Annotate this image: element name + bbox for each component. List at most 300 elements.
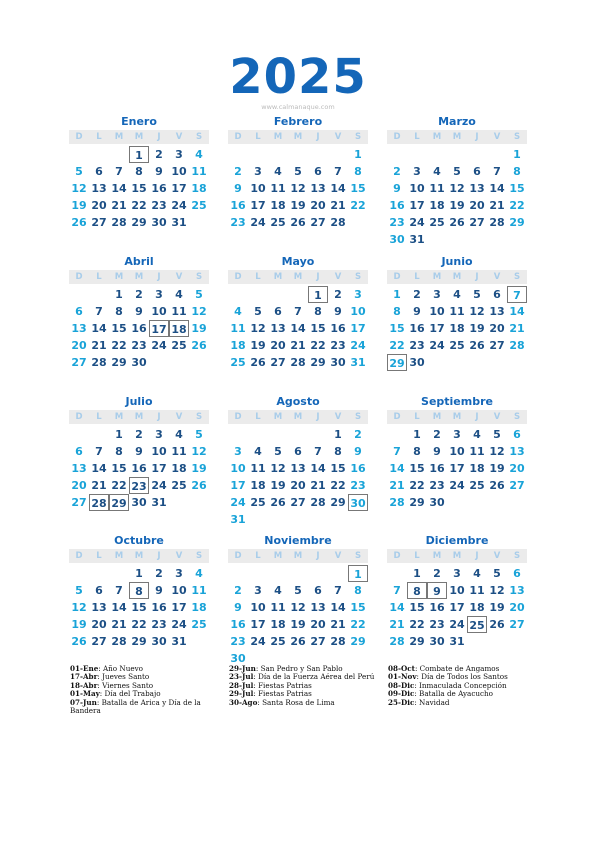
weekday-label: J: [475, 412, 479, 422]
day-cell: 4: [274, 165, 282, 178]
day-cell: 14: [509, 305, 525, 318]
holiday-day: 8: [407, 582, 427, 599]
month-days: [387, 286, 527, 388]
day-cell: 12: [71, 601, 87, 614]
day-cell: 10: [429, 305, 445, 318]
day-cell: 21: [389, 618, 405, 631]
weekday-label: L: [96, 551, 102, 561]
day-cell: 20: [270, 339, 286, 352]
day-cell: 29: [330, 496, 346, 509]
day-cell: 16: [389, 199, 405, 212]
weekday-label: M: [293, 551, 303, 561]
month-days: [387, 146, 527, 248]
day-cell: 12: [290, 601, 306, 614]
weekday-label: J: [475, 272, 479, 282]
holiday-date: 08-Dic: [388, 680, 415, 690]
day-cell: 28: [330, 216, 346, 229]
day-cell: 27: [489, 339, 505, 352]
day-cell: 21: [290, 339, 306, 352]
day-cell: 17: [429, 322, 445, 335]
weekday-label: V: [493, 412, 501, 422]
day-cell: 30: [409, 356, 425, 369]
weekday-label: M: [452, 272, 462, 282]
holiday-note: 17-Abr: Jueves Santo: [70, 672, 150, 682]
day-cell: 24: [250, 216, 266, 229]
day-cell: 19: [71, 618, 87, 631]
day-cell: 24: [409, 216, 425, 229]
day-cell: 3: [453, 428, 461, 441]
day-cell: 15: [350, 182, 366, 195]
day-cell: 13: [310, 601, 326, 614]
weekday-label: L: [414, 551, 420, 561]
day-cell: 22: [389, 339, 405, 352]
holiday-day: 18: [169, 320, 189, 337]
holiday-text: Día de la Fuerza Aérea del Perú: [258, 672, 375, 682]
day-cell: 3: [175, 148, 183, 161]
weekday-label: M: [293, 412, 303, 422]
day-cell: 2: [413, 288, 421, 301]
day-cell: 2: [135, 288, 143, 301]
day-cell: 18: [270, 618, 286, 631]
holiday-date: 01-May: [70, 689, 100, 699]
day-cell: 8: [135, 165, 143, 178]
day-cell: 23: [389, 216, 405, 229]
day-cell: 31: [350, 356, 366, 369]
day-cell: 25: [171, 339, 187, 352]
day-cell: 16: [409, 322, 425, 335]
day-cell: 17: [449, 601, 465, 614]
day-cell: 8: [354, 584, 362, 597]
weekday-label: J: [316, 551, 320, 561]
day-cell: 29: [111, 356, 127, 369]
holiday-text: Navidad: [419, 697, 450, 707]
day-cell: 12: [71, 182, 87, 195]
day-cell: 8: [314, 305, 322, 318]
day-cell: 12: [449, 182, 465, 195]
day-cell: 1: [115, 288, 123, 301]
month-days: [69, 565, 209, 667]
day-cell: 6: [75, 445, 83, 458]
day-cell: 13: [91, 182, 107, 195]
day-cell: 5: [473, 288, 481, 301]
day-cell: 28: [111, 216, 127, 229]
day-cell: 12: [250, 322, 266, 335]
day-cell: 19: [71, 199, 87, 212]
holiday-note: 09-Dic: Batalla de Ayacucho: [388, 689, 493, 699]
weekday-label: J: [157, 132, 161, 142]
day-cell: 14: [330, 182, 346, 195]
weekday-header: [387, 130, 527, 144]
weekday-label: M: [432, 132, 442, 142]
weekday-label: D: [393, 132, 401, 142]
holiday-date: 18-Abr: [70, 680, 98, 690]
day-cell: 22: [409, 618, 425, 631]
day-cell: 8: [393, 305, 401, 318]
day-cell: 17: [409, 199, 425, 212]
day-cell: 2: [155, 567, 163, 580]
day-cell: 18: [270, 199, 286, 212]
weekday-label: M: [114, 272, 124, 282]
day-cell: 27: [270, 356, 286, 369]
day-cell: 9: [135, 305, 143, 318]
weekday-label: J: [475, 132, 479, 142]
day-cell: 19: [449, 199, 465, 212]
weekday-label: L: [96, 412, 102, 422]
holiday-text: Fiestas Patrias: [258, 689, 312, 699]
day-cell: 16: [230, 618, 246, 631]
day-cell: 24: [151, 339, 167, 352]
day-cell: 6: [95, 165, 103, 178]
day-cell: 14: [389, 462, 405, 475]
holiday-day: 8: [129, 582, 149, 599]
day-cell: 20: [71, 339, 87, 352]
day-cell: 3: [175, 567, 183, 580]
day-cell: 22: [509, 199, 525, 212]
month-julio: [69, 395, 209, 528]
weekday-label: L: [414, 272, 420, 282]
day-cell: 2: [393, 165, 401, 178]
day-cell: 24: [230, 496, 246, 509]
weekday-label: L: [414, 412, 420, 422]
weekday-label: J: [316, 132, 320, 142]
weekday-label: J: [157, 551, 161, 561]
weekday-label: L: [414, 132, 420, 142]
day-cell: 27: [71, 356, 87, 369]
month-name: Marzo: [438, 115, 476, 128]
day-cell: 27: [91, 635, 107, 648]
day-cell: 7: [393, 584, 401, 597]
holiday-date: 25-Dic: [388, 697, 415, 707]
weekday-header: [69, 270, 209, 284]
day-cell: 23: [409, 339, 425, 352]
holiday-text: San Pedro y San Pablo: [260, 664, 343, 673]
day-cell: 7: [334, 584, 342, 597]
weekday-label: D: [75, 272, 83, 282]
day-cell: 13: [469, 182, 485, 195]
holiday-text: Batalla de Ayacucho: [419, 689, 493, 699]
day-cell: 14: [91, 322, 107, 335]
day-cell: 27: [469, 216, 485, 229]
day-cell: 27: [71, 496, 87, 509]
weekday-label: V: [175, 132, 183, 142]
day-cell: 24: [151, 479, 167, 492]
day-cell: 25: [171, 479, 187, 492]
weekday-label: L: [255, 132, 261, 142]
weekday-label: V: [334, 412, 342, 422]
month-name: Febrero: [273, 115, 323, 128]
day-cell: 4: [433, 165, 441, 178]
day-cell: 2: [433, 567, 441, 580]
day-cell: 18: [230, 339, 246, 352]
day-cell: 7: [95, 445, 103, 458]
day-cell: 13: [509, 584, 525, 597]
day-cell: 10: [250, 182, 266, 195]
weekday-header: [387, 270, 527, 284]
day-cell: 31: [449, 635, 465, 648]
day-cell: 15: [509, 182, 525, 195]
day-cell: 19: [250, 339, 266, 352]
day-cell: 21: [389, 479, 405, 492]
month-octubre: [69, 534, 209, 667]
day-cell: 16: [429, 601, 445, 614]
weekday-label: M: [134, 272, 144, 282]
day-cell: 23: [230, 216, 246, 229]
day-cell: 12: [469, 305, 485, 318]
day-cell: 7: [95, 305, 103, 318]
weekday-header: [69, 410, 209, 424]
day-cell: 25: [429, 216, 445, 229]
weekday-label: D: [75, 551, 83, 561]
day-cell: 18: [191, 182, 207, 195]
holiday-day: 9: [427, 582, 447, 599]
holiday-date: 17-Abr: [70, 672, 98, 682]
day-cell: 5: [75, 584, 83, 597]
day-cell: 27: [310, 635, 326, 648]
day-cell: 26: [270, 496, 286, 509]
day-cell: 11: [230, 322, 246, 335]
weekday-label: V: [175, 412, 183, 422]
day-cell: 22: [111, 479, 127, 492]
day-cell: 9: [155, 584, 163, 597]
day-cell: 17: [250, 199, 266, 212]
day-cell: 5: [195, 288, 203, 301]
day-cell: 15: [111, 322, 127, 335]
day-cell: 25: [250, 496, 266, 509]
day-cell: 24: [449, 479, 465, 492]
day-cell: 24: [250, 635, 266, 648]
day-cell: 1: [393, 288, 401, 301]
weekday-label: J: [475, 551, 479, 561]
holiday-notes-col-1: [70, 665, 228, 715]
weekday-label: S: [354, 272, 362, 282]
day-cell: 31: [230, 513, 246, 526]
weekday-label: M: [293, 132, 303, 142]
day-cell: 2: [433, 428, 441, 441]
weekday-label: S: [513, 412, 521, 422]
day-cell: 30: [151, 216, 167, 229]
day-cell: 10: [151, 305, 167, 318]
holiday-text: Día de Todos los Santos: [421, 672, 508, 682]
day-cell: 2: [334, 288, 342, 301]
holiday-date: 08-Oct: [388, 664, 415, 673]
day-cell: 28: [290, 356, 306, 369]
day-cell: 20: [489, 322, 505, 335]
weekday-label: S: [513, 132, 521, 142]
day-cell: 30: [230, 652, 246, 665]
website-watermark: www.calmanaque.com: [261, 103, 335, 111]
day-cell: 13: [290, 462, 306, 475]
day-cell: 7: [115, 584, 123, 597]
weekday-label: J: [157, 412, 161, 422]
day-cell: 9: [413, 305, 421, 318]
day-cell: 8: [413, 445, 421, 458]
day-cell: 25: [449, 339, 465, 352]
holiday-day: 7: [507, 286, 527, 303]
day-cell: 21: [330, 199, 346, 212]
day-cell: 15: [131, 601, 147, 614]
day-cell: 6: [294, 445, 302, 458]
day-cell: 3: [433, 288, 441, 301]
day-cell: 6: [473, 165, 481, 178]
day-cell: 23: [429, 479, 445, 492]
month-days: [228, 565, 368, 667]
day-cell: 19: [489, 601, 505, 614]
day-cell: 21: [489, 199, 505, 212]
day-cell: 12: [290, 182, 306, 195]
day-cell: 11: [250, 462, 266, 475]
holiday-day: 25: [467, 616, 487, 633]
day-cell: 11: [429, 182, 445, 195]
month-name: Septiembre: [421, 395, 493, 408]
holiday-day: 1: [129, 146, 149, 163]
month-days: [69, 146, 209, 248]
day-cell: 26: [191, 479, 207, 492]
holiday-note: 28-Jul: Fiestas Patrias: [229, 680, 312, 690]
weekday-header: [387, 410, 527, 424]
weekday-label: M: [452, 551, 462, 561]
day-cell: 10: [449, 584, 465, 597]
holiday-date: 23-Jul: [229, 672, 254, 682]
day-cell: 11: [449, 305, 465, 318]
day-cell: 6: [493, 288, 501, 301]
day-cell: 14: [330, 601, 346, 614]
day-cell: 30: [429, 635, 445, 648]
day-cell: 12: [191, 445, 207, 458]
day-cell: 11: [469, 584, 485, 597]
day-cell: 10: [151, 445, 167, 458]
day-cell: 1: [413, 428, 421, 441]
day-cell: 18: [191, 601, 207, 614]
day-cell: 6: [314, 584, 322, 597]
month-septiembre: [387, 395, 527, 528]
day-cell: 24: [171, 618, 187, 631]
day-cell: 4: [453, 288, 461, 301]
month-agosto: [228, 395, 368, 528]
holiday-date: 30-Ago: [229, 697, 258, 707]
month-name: Octubre: [114, 534, 164, 547]
day-cell: 4: [175, 428, 183, 441]
day-cell: 17: [171, 182, 187, 195]
day-cell: 28: [389, 496, 405, 509]
month-mayo: [228, 255, 368, 388]
day-cell: 2: [234, 584, 242, 597]
day-cell: 28: [111, 635, 127, 648]
weekday-header: [387, 549, 527, 563]
holiday-date: 01-Nov: [388, 672, 417, 682]
day-cell: 9: [433, 445, 441, 458]
day-cell: 22: [350, 618, 366, 631]
month-name: Enero: [121, 115, 157, 128]
day-cell: 31: [171, 635, 187, 648]
day-cell: 25: [191, 618, 207, 631]
day-cell: 26: [71, 216, 87, 229]
day-cell: 22: [111, 339, 127, 352]
day-cell: 8: [115, 445, 123, 458]
day-cell: 4: [254, 445, 262, 458]
day-cell: 8: [334, 445, 342, 458]
month-days: [228, 146, 368, 248]
day-cell: 21: [509, 322, 525, 335]
weekday-label: V: [334, 132, 342, 142]
weekday-label: M: [273, 551, 283, 561]
day-cell: 13: [270, 322, 286, 335]
day-cell: 10: [171, 584, 187, 597]
day-cell: 8: [354, 165, 362, 178]
day-cell: 27: [509, 479, 525, 492]
day-cell: 7: [314, 445, 322, 458]
day-cell: 25: [469, 479, 485, 492]
weekday-label: M: [432, 272, 442, 282]
day-cell: 26: [489, 618, 505, 631]
day-cell: 11: [469, 445, 485, 458]
weekday-label: S: [354, 412, 362, 422]
weekday-label: V: [493, 272, 501, 282]
weekday-header: [228, 549, 368, 563]
day-cell: 27: [290, 496, 306, 509]
weekday-label: S: [513, 551, 521, 561]
day-cell: 25: [270, 635, 286, 648]
day-cell: 5: [493, 567, 501, 580]
day-cell: 20: [91, 618, 107, 631]
day-cell: 23: [330, 339, 346, 352]
day-cell: 29: [131, 216, 147, 229]
day-cell: 12: [489, 584, 505, 597]
day-cell: 9: [334, 305, 342, 318]
day-cell: 5: [294, 584, 302, 597]
day-cell: 7: [493, 165, 501, 178]
day-cell: 5: [254, 305, 262, 318]
day-cell: 26: [250, 356, 266, 369]
day-cell: 29: [409, 635, 425, 648]
month-enero: [69, 115, 209, 248]
weekday-label: D: [75, 132, 83, 142]
day-cell: 27: [91, 216, 107, 229]
day-cell: 25: [270, 216, 286, 229]
month-days: [69, 286, 209, 388]
day-cell: 24: [449, 618, 465, 631]
weekday-label: L: [96, 132, 102, 142]
day-cell: 3: [254, 165, 262, 178]
day-cell: 30: [151, 635, 167, 648]
holiday-note: 07-Jun: Batalla de Arica y Día de la Bandera: [70, 697, 201, 716]
holiday-notes-col-3: [388, 665, 546, 707]
day-cell: 13: [489, 305, 505, 318]
day-cell: 14: [489, 182, 505, 195]
holiday-text: Viernes Santo: [102, 680, 154, 690]
day-cell: 20: [290, 479, 306, 492]
month-days: [69, 426, 209, 528]
day-cell: 10: [230, 462, 246, 475]
day-cell: 29: [350, 635, 366, 648]
day-cell: 14: [111, 601, 127, 614]
day-cell: 15: [310, 322, 326, 335]
month-name: Noviembre: [264, 534, 332, 547]
day-cell: 23: [230, 635, 246, 648]
holiday-text: Año Nuevo: [102, 664, 143, 673]
day-cell: 19: [191, 322, 207, 335]
day-cell: 28: [330, 635, 346, 648]
weekday-label: J: [316, 412, 320, 422]
month-name: Julio: [125, 395, 153, 408]
holiday-day: 29: [387, 354, 407, 371]
day-cell: 16: [330, 322, 346, 335]
weekday-label: V: [175, 272, 183, 282]
day-cell: 19: [489, 462, 505, 475]
day-cell: 2: [155, 148, 163, 161]
day-cell: 3: [354, 288, 362, 301]
day-cell: 30: [330, 356, 346, 369]
weekday-label: M: [452, 132, 462, 142]
